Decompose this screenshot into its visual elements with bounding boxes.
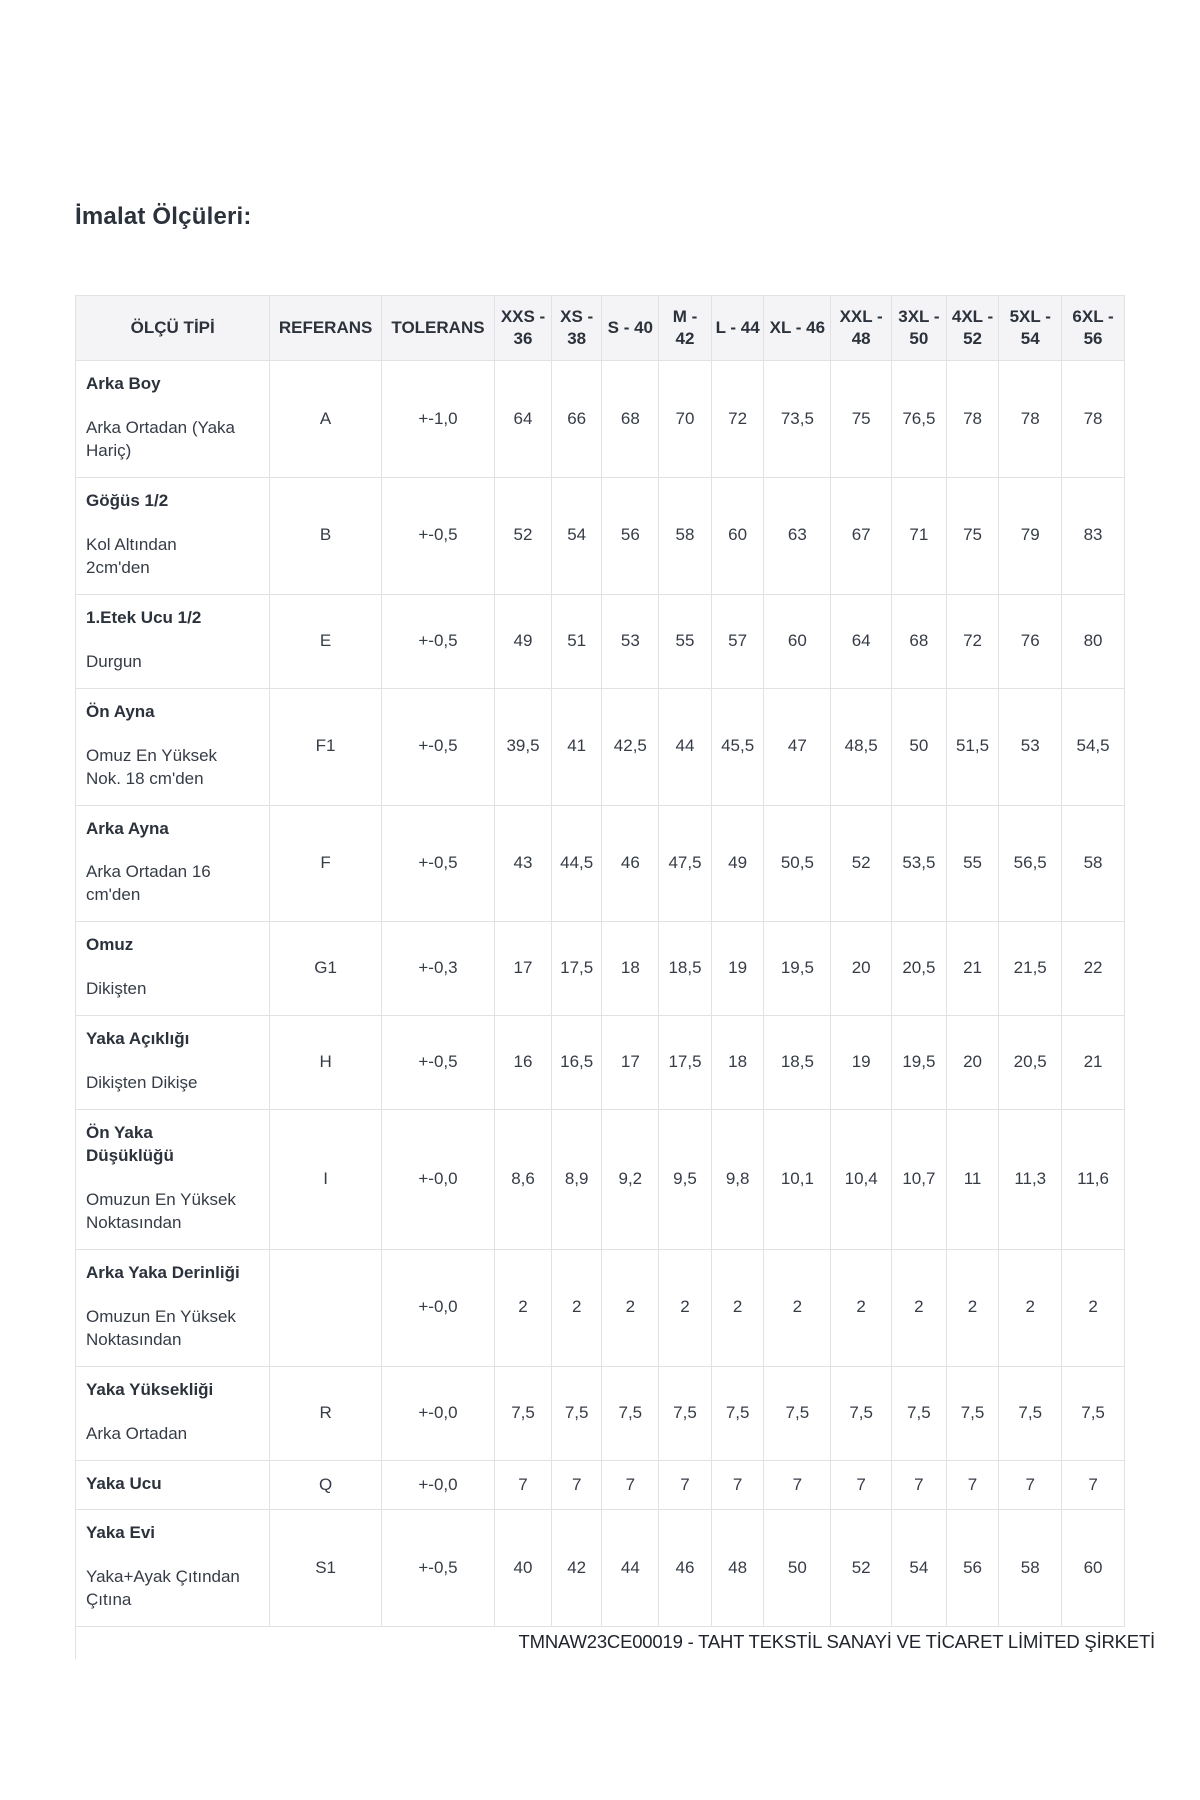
tolerance-cell: +-0,0 xyxy=(381,1366,494,1460)
size-value-cell: 21 xyxy=(1062,1016,1125,1110)
size-value-cell: 16 xyxy=(495,1016,552,1110)
size-value-cell: 16,5 xyxy=(551,1016,602,1110)
column-header: 5XL - 54 xyxy=(999,296,1062,361)
size-value-cell: 2 xyxy=(999,1249,1062,1366)
table-row xyxy=(76,1460,1125,1510)
size-value-cell: 7 xyxy=(495,1460,552,1510)
size-value-cell: 39,5 xyxy=(495,688,552,805)
size-value-cell: 18 xyxy=(711,1016,764,1110)
column-header: REFERANS xyxy=(270,296,381,361)
tolerance-cell: +-0,5 xyxy=(381,478,494,595)
size-value-cell: 2 xyxy=(551,1249,602,1366)
size-value-cell: 2 xyxy=(602,1249,659,1366)
size-value-cell: 9,8 xyxy=(711,1110,764,1250)
table-row xyxy=(76,594,1125,688)
column-header: XS - 38 xyxy=(551,296,602,361)
size-value-cell: 7,5 xyxy=(659,1366,712,1460)
size-value-cell: 47,5 xyxy=(659,805,712,922)
size-value-cell: 7,5 xyxy=(764,1366,831,1460)
size-value-cell: 7,5 xyxy=(831,1366,892,1460)
column-header: XL - 46 xyxy=(764,296,831,361)
measure-description: Omuz En Yüksek Nok. 18 cm'den xyxy=(86,745,218,788)
size-value-cell: 68 xyxy=(892,594,947,688)
size-value-cell: 73,5 xyxy=(764,361,831,478)
measure-title: Yaka Ucu xyxy=(86,1473,162,1493)
size-value-cell: 78 xyxy=(1062,361,1125,478)
size-value-cell: 44 xyxy=(602,1510,659,1627)
measure-description: Arka Ortadan xyxy=(86,1423,188,1443)
size-value-cell: 2 xyxy=(711,1249,764,1366)
tolerance-cell: +-0,5 xyxy=(381,594,494,688)
size-value-cell: 11,6 xyxy=(1062,1110,1125,1250)
reference-cell: F1 xyxy=(270,688,381,805)
size-value-cell: 17 xyxy=(602,1016,659,1110)
size-value-cell: 7 xyxy=(892,1460,947,1510)
size-value-cell: 75 xyxy=(831,361,892,478)
table-row xyxy=(76,1016,1125,1110)
measure-title: Arka Ayna xyxy=(86,818,169,838)
size-value-cell: 17,5 xyxy=(659,1016,712,1110)
measure-type-cell xyxy=(76,361,270,478)
table-row xyxy=(76,922,1125,1016)
table-row xyxy=(76,478,1125,595)
size-value-cell: 10,1 xyxy=(764,1110,831,1250)
header-row xyxy=(76,296,1125,361)
column-header: 4XL - 52 xyxy=(946,296,999,361)
size-value-cell: 55 xyxy=(946,805,999,922)
size-value-cell: 20 xyxy=(831,922,892,1016)
measure-title: Arka Yaka Derinliği xyxy=(86,1262,240,1282)
size-value-cell: 44 xyxy=(659,688,712,805)
tolerance-cell: +-1,0 xyxy=(381,361,494,478)
measure-type-cell xyxy=(76,1016,270,1110)
size-value-cell: 7,5 xyxy=(602,1366,659,1460)
size-value-cell: 22 xyxy=(1062,922,1125,1016)
measure-title: Göğüs 1/2 xyxy=(86,491,169,510)
size-value-cell: 63 xyxy=(764,478,831,595)
size-value-cell: 7 xyxy=(1062,1460,1125,1510)
tolerance-cell: +-0,0 xyxy=(381,1249,494,1366)
size-value-cell: 40 xyxy=(495,1510,552,1627)
size-value-cell: 60 xyxy=(711,478,764,595)
size-value-cell: 18 xyxy=(602,922,659,1016)
measure-type-cell xyxy=(76,1249,270,1366)
size-value-cell: 20,5 xyxy=(892,922,947,1016)
size-value-cell: 75 xyxy=(946,478,999,595)
size-value-cell: 83 xyxy=(1062,478,1125,595)
size-value-cell: 56,5 xyxy=(999,805,1062,922)
reference-cell: B xyxy=(270,478,381,595)
reference-cell: F xyxy=(270,805,381,922)
size-value-cell: 51 xyxy=(551,594,602,688)
measure-title: Yaka Yüksekliği xyxy=(86,1379,214,1399)
size-value-cell: 42,5 xyxy=(602,688,659,805)
measure-type-cell xyxy=(76,922,270,1016)
size-value-cell: 60 xyxy=(764,594,831,688)
size-value-cell: 58 xyxy=(659,478,712,595)
column-header: 3XL - 50 xyxy=(892,296,947,361)
measure-title: Yaka Açıklığı xyxy=(86,1029,190,1049)
measure-type-cell xyxy=(76,1510,270,1627)
size-value-cell: 7,5 xyxy=(892,1366,947,1460)
table-row xyxy=(76,805,1125,922)
size-value-cell: 18,5 xyxy=(764,1016,831,1110)
table-header xyxy=(76,296,1125,361)
reference-cell xyxy=(270,1249,381,1366)
table-row xyxy=(76,361,1125,478)
size-value-cell: 11 xyxy=(946,1110,999,1250)
size-value-cell: 7 xyxy=(602,1460,659,1510)
size-value-cell: 51,5 xyxy=(946,688,999,805)
size-value-cell: 54 xyxy=(551,478,602,595)
size-value-cell: 7,5 xyxy=(946,1366,999,1460)
measure-description: Omuzun En Yüksek Noktasından xyxy=(86,1189,236,1232)
size-value-cell: 21,5 xyxy=(999,922,1062,1016)
size-value-cell: 54,5 xyxy=(1062,688,1125,805)
size-value-cell: 52 xyxy=(495,478,552,595)
column-header: TOLERANS xyxy=(381,296,494,361)
size-value-cell: 66 xyxy=(551,361,602,478)
size-value-cell: 42 xyxy=(551,1510,602,1627)
measure-title: Arka Boy xyxy=(86,374,161,394)
size-value-cell: 19 xyxy=(831,1016,892,1110)
size-value-cell: 2 xyxy=(892,1249,947,1366)
size-value-cell: 48,5 xyxy=(831,688,892,805)
size-value-cell: 58 xyxy=(1062,805,1125,922)
size-value-cell: 11,3 xyxy=(999,1110,1062,1250)
measure-title: Yaka Evi xyxy=(86,1523,156,1543)
size-value-cell: 7,5 xyxy=(1062,1366,1125,1460)
measure-title: Omuz xyxy=(86,935,134,955)
measure-description: Arka Ortadan 16 cm'den xyxy=(86,862,211,905)
measure-type-cell xyxy=(76,594,270,688)
size-value-cell: 70 xyxy=(659,361,712,478)
size-value-cell: 49 xyxy=(495,594,552,688)
size-value-cell: 17,5 xyxy=(551,922,602,1016)
size-value-cell: 7 xyxy=(659,1460,712,1510)
size-value-cell: 7 xyxy=(764,1460,831,1510)
column-header: M - 42 xyxy=(659,296,712,361)
size-value-cell: 21 xyxy=(946,922,999,1016)
measure-description: Dikişten Dikişe xyxy=(86,1073,198,1093)
size-value-cell: 7 xyxy=(999,1460,1062,1510)
column-header: XXS - 36 xyxy=(495,296,552,361)
size-value-cell: 76 xyxy=(999,594,1062,688)
tolerance-cell: +-0,5 xyxy=(381,688,494,805)
tolerance-cell: +-0,0 xyxy=(381,1460,494,1510)
column-header: XXL - 48 xyxy=(831,296,892,361)
size-value-cell: 55 xyxy=(659,594,712,688)
reference-cell: S1 xyxy=(270,1510,381,1627)
size-value-cell: 20 xyxy=(946,1016,999,1110)
size-value-cell: 41 xyxy=(551,688,602,805)
table-row xyxy=(76,1249,1125,1366)
reference-cell: Q xyxy=(270,1460,381,1510)
size-value-cell: 50 xyxy=(892,688,947,805)
size-value-cell: 2 xyxy=(831,1249,892,1366)
size-value-cell: 2 xyxy=(946,1249,999,1366)
footer-text: TMNAW23CE00019 - TAHT TEKSTİL SANAYİ VE TİCARET LİMİTED ŞİRKETİ xyxy=(518,1631,1155,1653)
size-value-cell: 67 xyxy=(831,478,892,595)
size-value-cell: 56 xyxy=(946,1510,999,1627)
size-value-cell: 64 xyxy=(831,594,892,688)
size-value-cell: 53,5 xyxy=(892,805,947,922)
size-value-cell: 19,5 xyxy=(892,1016,947,1110)
table-row xyxy=(76,1110,1125,1250)
table-footer-row xyxy=(75,1627,1155,1659)
size-value-cell: 2 xyxy=(659,1249,712,1366)
column-header: 6XL - 56 xyxy=(1062,296,1125,361)
size-value-cell: 48 xyxy=(711,1510,764,1627)
size-value-cell: 72 xyxy=(711,361,764,478)
size-value-cell: 76,5 xyxy=(892,361,947,478)
measure-type-cell xyxy=(76,1110,270,1250)
size-value-cell: 71 xyxy=(892,478,947,595)
size-value-cell: 19 xyxy=(711,922,764,1016)
size-value-cell: 53 xyxy=(602,594,659,688)
size-value-cell: 49 xyxy=(711,805,764,922)
tolerance-cell: +-0,5 xyxy=(381,1016,494,1110)
size-value-cell: 2 xyxy=(764,1249,831,1366)
page-title: İmalat Ölçüleri: xyxy=(75,203,252,230)
tolerance-cell: +-0,5 xyxy=(381,805,494,922)
size-value-cell: 19,5 xyxy=(764,922,831,1016)
size-value-cell: 64 xyxy=(495,361,552,478)
tolerance-cell: +-0,3 xyxy=(381,922,494,1016)
size-value-cell: 60 xyxy=(1062,1510,1125,1627)
tolerance-cell: +-0,5 xyxy=(381,1510,494,1627)
size-value-cell: 47 xyxy=(764,688,831,805)
measure-description: Kol Altından 2cm'den xyxy=(86,534,177,577)
measure-title: Ön Yaka Düşüklüğü xyxy=(86,1123,174,1165)
size-value-cell: 9,5 xyxy=(659,1110,712,1250)
measure-description: Dikişten xyxy=(86,979,147,999)
size-value-cell: 20,5 xyxy=(999,1016,1062,1110)
size-value-cell: 45,5 xyxy=(711,688,764,805)
size-value-cell: 57 xyxy=(711,594,764,688)
size-value-cell: 7 xyxy=(831,1460,892,1510)
size-value-cell: 46 xyxy=(602,805,659,922)
reference-cell: H xyxy=(270,1016,381,1110)
table-row xyxy=(76,1366,1125,1460)
measure-type-cell xyxy=(76,1366,270,1460)
size-value-cell: 10,7 xyxy=(892,1110,947,1250)
table-row xyxy=(76,1510,1125,1627)
measure-description: Yaka+Ayak Çıtından Çıtına xyxy=(86,1567,240,1610)
reference-cell: E xyxy=(270,594,381,688)
size-value-cell: 2 xyxy=(495,1249,552,1366)
column-header: S - 40 xyxy=(602,296,659,361)
size-value-cell: 52 xyxy=(831,805,892,922)
measure-type-cell xyxy=(76,1460,270,1510)
size-value-cell: 7,5 xyxy=(551,1366,602,1460)
size-value-cell: 80 xyxy=(1062,594,1125,688)
size-value-cell: 50 xyxy=(764,1510,831,1627)
reference-cell: R xyxy=(270,1366,381,1460)
size-value-cell: 9,2 xyxy=(602,1110,659,1250)
size-value-cell: 78 xyxy=(999,361,1062,478)
size-value-cell: 58 xyxy=(999,1510,1062,1627)
size-value-cell: 7 xyxy=(551,1460,602,1510)
size-value-cell: 79 xyxy=(999,478,1062,595)
size-value-cell: 18,5 xyxy=(659,922,712,1016)
reference-cell: G1 xyxy=(270,922,381,1016)
measure-title: 1.Etek Ucu 1/2 xyxy=(86,607,202,627)
size-value-cell: 2 xyxy=(1062,1249,1125,1366)
column-header: L - 44 xyxy=(711,296,764,361)
column-header: ÖLÇÜ TİPİ xyxy=(76,296,270,361)
table-body xyxy=(76,361,1125,1627)
size-value-cell: 44,5 xyxy=(551,805,602,922)
measure-type-cell xyxy=(76,805,270,922)
size-value-cell: 72 xyxy=(946,594,999,688)
measure-type-cell xyxy=(76,478,270,595)
measure-type-cell xyxy=(76,688,270,805)
size-value-cell: 53 xyxy=(999,688,1062,805)
size-value-cell: 7 xyxy=(946,1460,999,1510)
size-value-cell: 50,5 xyxy=(764,805,831,922)
size-value-cell: 46 xyxy=(659,1510,712,1627)
size-value-cell: 7,5 xyxy=(999,1366,1062,1460)
size-value-cell: 8,6 xyxy=(495,1110,552,1250)
size-value-cell: 17 xyxy=(495,922,552,1016)
size-value-cell: 7,5 xyxy=(711,1366,764,1460)
size-value-cell: 54 xyxy=(892,1510,947,1627)
measure-description: Durgun xyxy=(86,651,142,671)
measure-description: Omuzun En Yüksek Noktasından xyxy=(86,1306,236,1349)
table-row xyxy=(76,688,1125,805)
size-value-cell: 7 xyxy=(711,1460,764,1510)
measure-title: Ön Ayna xyxy=(86,701,155,721)
reference-cell: I xyxy=(270,1110,381,1250)
size-value-cell: 8,9 xyxy=(551,1110,602,1250)
measure-description: Arka Ortadan (Yaka Hariç) xyxy=(86,418,235,461)
size-value-cell: 43 xyxy=(495,805,552,922)
size-value-cell: 52 xyxy=(831,1510,892,1627)
size-value-cell: 68 xyxy=(602,361,659,478)
reference-cell: A xyxy=(270,361,381,478)
size-value-cell: 78 xyxy=(946,361,999,478)
size-value-cell: 56 xyxy=(602,478,659,595)
tolerance-cell: +-0,0 xyxy=(381,1110,494,1250)
measurements-table xyxy=(75,295,1125,1627)
size-value-cell: 10,4 xyxy=(831,1110,892,1250)
size-value-cell: 7,5 xyxy=(495,1366,552,1460)
